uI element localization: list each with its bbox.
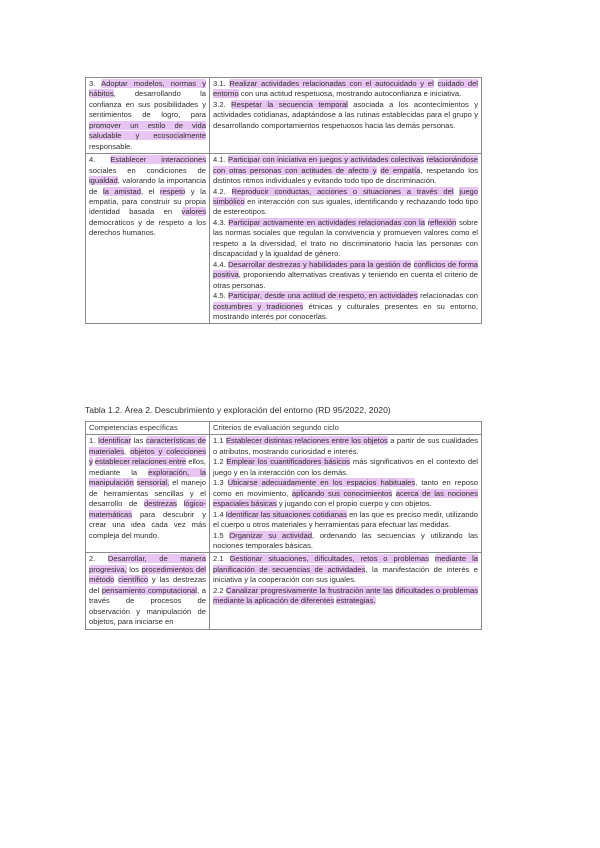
highlight-mark: mediante la planificación de secuencias de actividades xyxy=(213,554,479,574)
criterios-cell xyxy=(210,435,482,553)
highlight-mark: lógico-matemáticas xyxy=(89,499,206,519)
criterios-cell xyxy=(210,154,482,324)
criterio-1-3: 1.3 Ubicarse adecuadamente en los espacios habituales, tanto en reposo como en movimiento, aplicando sus conocimientos acerca de las nociones espaciales básicas y jugando con el propio cuerpo y con objetos. xyxy=(213,478,478,509)
criterio-1-5: 1.5 Organizar su actividad, ordenando las secuencias y utilizando las nociones temporales básicas. xyxy=(213,530,478,550)
highlight-mark: progresiva, xyxy=(89,564,127,574)
highlight-mark: reflexión xyxy=(427,217,457,227)
highlight-mark: Identificar xyxy=(97,436,131,446)
highlight-mark: Emplear los cuantificadores básicos xyxy=(226,457,350,467)
highlight-mark: Reproducir conductas, acciones o situaciones a través del xyxy=(231,186,454,196)
highlight-mark: de empatía xyxy=(380,165,421,175)
competencia-cell xyxy=(86,78,210,154)
highlight-mark: aplicando sus conocimientos xyxy=(291,488,393,498)
criterios-cell xyxy=(210,553,482,629)
highlight-mark: Ubicarse adecuadamente en los espacios habituales xyxy=(227,478,416,488)
criterio-1-2: 1.2 Emplear los cuantificadores básicos más significativos en el contexto del juego y en la interacción con los demás. xyxy=(213,457,478,477)
criterio-4-3: 4.3. Participar activamente en actividades relacionadas con la reflexión sobre las normas sociales que regulan la convivencia y promueven valores como el respeto a la diversidad, el trato no discriminatorio hacia las personas con discapacidad y la igualdad de género. xyxy=(213,217,478,259)
header-competencias-label: Competencias específicas xyxy=(89,423,178,432)
table-area-2 xyxy=(85,421,482,630)
header-criterios xyxy=(210,422,482,435)
competencia-cell xyxy=(86,435,210,553)
highlight-mark: científico xyxy=(118,575,149,585)
highlight-mark: costumbres y tradiciones xyxy=(213,301,304,311)
highlight-mark: Respetar la secuencia temporal xyxy=(231,99,348,109)
competencia-cell xyxy=(86,154,210,324)
highlight-mark: Participar con iniciativa en juegos y actividades colectivas xyxy=(228,155,425,165)
highlight-mark: Realizar actividades relacionadas con el autocuidado y el xyxy=(229,79,434,88)
highlight-mark: destrezas xyxy=(144,499,177,509)
table-row xyxy=(86,553,482,629)
highlight-mark: Canalizar progresivamente la frustración ante las xyxy=(226,585,393,595)
criterio-4-4: 4.4. Desarrollar destrezas y habilidades para la gestión de conflictos de forma positiva, proponiendo alternativas creativas y teniendo en cuenta el criterio de otras personas. xyxy=(213,259,478,290)
highlight-mark: promover un estilo de vida xyxy=(89,120,206,130)
highlight-mark: juego simbólico xyxy=(213,186,478,206)
highlight-mark: Establecer interacciones xyxy=(110,155,206,165)
highlight-mark: sensorial, xyxy=(136,478,170,488)
highlight-mark: establecer relaciones entre xyxy=(94,457,187,467)
table-caption: Tabla 1.2. Área 2. Descubrimiento y exploración del entorno (RD 95/2022, 2020) xyxy=(85,405,391,415)
highlight-mark: Gestionar situaciones, dificultades, retos o problemas xyxy=(229,554,429,564)
highlight-mark: Desarrollar destrezas y habilidades para la gestión de xyxy=(228,259,412,269)
criterios-cell xyxy=(210,78,482,154)
criterio-4-5: 4.5. Participar, desde una actitud de respeto, en actividades relacionadas con costumbres y tradiciones étnicas y culturales presentes en su entorno, mostrando interés por conocerlas. xyxy=(213,291,478,321)
table-header-row xyxy=(86,422,482,435)
criterio-3-1: 3.1. Realizar actividades relacionadas con el autocuidado y el cuidado del entorno con una actitud respetuosa, mostrando autoconfianza e iniciativa. xyxy=(213,79,478,99)
table-row xyxy=(86,154,482,324)
highlight-mark: procedimientos del método xyxy=(89,564,206,585)
highlight-mark: relacionándose con otras personas con actitudes de afecto y xyxy=(213,155,478,175)
highlight-mark: Organizar su actividad xyxy=(229,530,313,540)
criterio-2-1: 2.1 Gestionar situaciones, dificultades, retos o problemas mediante la planificación de secuencias de actividades, la manifestación de interés e iniciativa y la cooperación con sus iguales. xyxy=(213,554,479,585)
table-row xyxy=(86,435,482,553)
highlight-mark: Adoptar modelos, normas y xyxy=(101,79,207,88)
highlight-mark: igualdad xyxy=(89,176,118,186)
highlight-mark: Establecer distintas relaciones entre los objetos xyxy=(225,436,388,446)
criterio-4-2: 4.2. Reproducir conductas, acciones o situaciones a través del juego simbólico en interacción con sus iguales, identificando y rechazando todo tipo de estereotipos. xyxy=(213,186,478,217)
highlight-mark: la amistad xyxy=(102,186,141,196)
highlight-mark: características de materiales xyxy=(89,436,206,456)
competencia-4-text: 4. Establecer interacciones sociales en condiciones de igualdad, valorando la importancia de la amistad, el respeto y la empatía, para construir su propia identidad basada en valores democráticos y de respeto a los derechos humanos. xyxy=(89,155,206,238)
header-competencias xyxy=(86,422,210,435)
highlight-mark: pensamiento computacional xyxy=(101,585,197,595)
criterio-2-2: 2.2 Canalizar progresivamente la frustración ante las dificultades o problemas mediante la aplicación de diferentes estrategias. xyxy=(213,585,478,606)
criterio-4-1: 4.1. Participar con iniciativa en juegos y actividades colectivas relacionándose con otras personas con actitudes de afecto y de empatía, respetando los distintos ritmos individuales y evitando todo tipo de discriminación. xyxy=(213,155,478,186)
header-criterios-label: Criterios de evaluación segundo ciclo xyxy=(213,423,339,432)
highlight-mark: acerca de las nociones espaciales básicas xyxy=(213,488,478,509)
criterio-1-4: 1.4 Identificar las situaciones cotidianas en las que es preciso medir, utilizando el cuerpo u otros materiales y herramientas para efectuar las medidas. xyxy=(213,509,478,530)
table-area-1-continuation xyxy=(85,77,482,324)
highlight-mark: Participar activamente en actividades relacionadas con la xyxy=(228,217,425,227)
highlight-mark: estrategias. xyxy=(336,596,376,606)
competencia-1-text: 1. Identificar las características de materiales, objetos y colecciones y establecer relaciones entre ellos, mediante la exploración, la manipulación sensorial, el manejo de herramientas sencillas y el desarrollo de destrezas lógico-matemáticas para descubrir y crear una idea cada vez más compleja del mundo. xyxy=(89,436,206,540)
table-row xyxy=(86,78,482,154)
highlight-mark: hábitos xyxy=(89,89,114,99)
highlight-mark: saludable y ecosocialmente xyxy=(89,131,206,141)
highlight-mark: valores xyxy=(181,207,206,217)
highlight-mark: objetos y colecciones y xyxy=(89,446,206,467)
criterio-1-1: 1.1 Establecer distintas relaciones entre los objetos a partir de sus cualidades o atributos, mostrando curiosidad e interés. xyxy=(213,436,478,456)
highlight-mark: Identificar las situaciones cotidianas xyxy=(225,509,347,519)
competencia-3-text: 3. Adoptar modelos, normas y hábitos, desarrollando la confianza en sus posibilidades y sentimientos de logro, para promover un estilo de vida saludable y ecosocialmente responsable. xyxy=(89,79,207,151)
highlight-mark: cuidado del entorno xyxy=(213,79,478,99)
competencia-cell xyxy=(86,553,210,629)
highlight-mark: Desarrollar, de manera xyxy=(107,554,206,564)
highlight-mark: respeto xyxy=(159,186,186,196)
highlight-mark: dificultades o problemas mediante la aplicación de diferentes xyxy=(213,585,478,606)
highlight-mark: exploración, la manipulación xyxy=(89,467,206,488)
criterio-3-2: 3.2. Respetar la secuencia temporal asociada a los acontecimientos y actividades cotidianas, adaptándose a las rutinas establecidas para el grupo y desarrollando comportamientos respetuosos hacia las demás personas. xyxy=(213,99,479,130)
highlight-mark: Participar, desde una actitud de respeto, en actividades xyxy=(228,291,418,301)
highlight-mark: conflictos de forma positiva xyxy=(213,259,478,280)
competencia-2-text: 2. Desarrollar, de manera progresiva, los procedimientos del método científico y las destrezas del pensamiento computacional, a través de procesos de observación y manipulación de objetos, para iniciarse en xyxy=(89,554,206,627)
